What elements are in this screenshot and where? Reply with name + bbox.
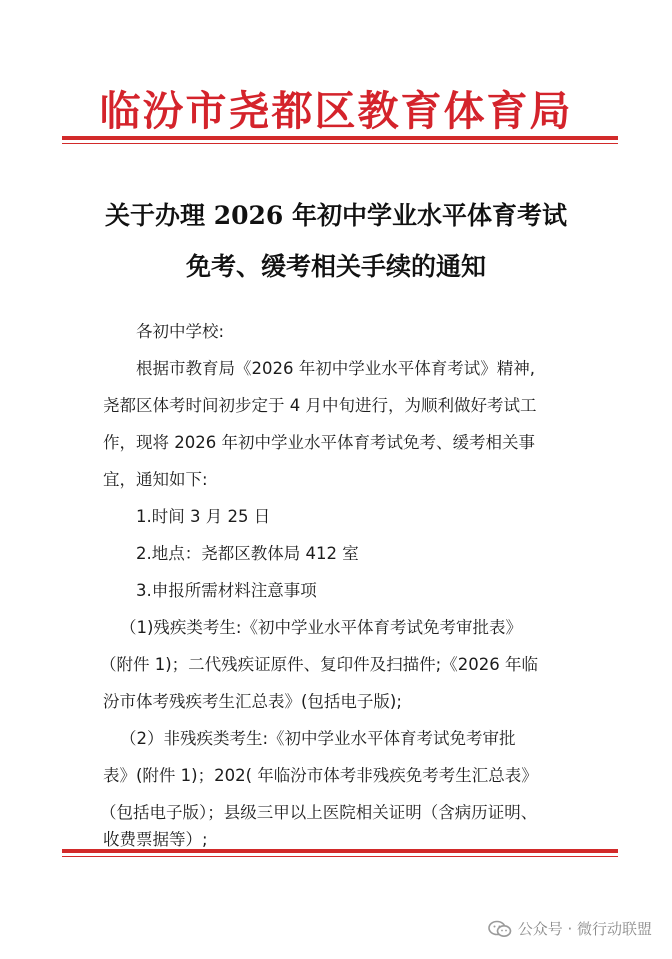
letterhead-red-rule-thick xyxy=(62,136,618,140)
list-item-materials: 3.申报所需材料注意事项 xyxy=(136,581,317,600)
document-title-line-2: 免考、缓考相关手续的通知 xyxy=(185,252,486,281)
wechat-icon xyxy=(488,920,512,938)
watermark xyxy=(488,918,652,939)
paragraph-line: 宜，通知如下: xyxy=(103,470,208,489)
sub-item-disabled-line: （附件 1)；二代残疾证原件、复印件及扫描件;《2026 年临 xyxy=(100,655,538,674)
sub-item-non-disabled-line: 收费票据等）; xyxy=(103,830,208,849)
salutation: 各初中学校: xyxy=(136,322,225,341)
list-item-time: 1.时间 3 月 25 日 xyxy=(136,507,271,526)
footer-red-rule-thin xyxy=(62,856,618,857)
paragraph-line: 根据市教育局《2026 年初中学业水平体育考试》精神, xyxy=(136,359,535,378)
sub-item-non-disabled-line: （包括电子版）；县级三甲以上医院相关证明（含病历证明、 xyxy=(100,803,538,822)
paragraph-line: 作，现将 2026 年初中学业水平体育考试免考、缓考相关事 xyxy=(103,433,535,452)
sub-item-non-disabled-line: 表》(附件 1)；202( 年临汾市体考非残疾免考考生汇总表》 xyxy=(103,766,538,785)
paragraph-line: 尧都区体考时间初步定于 4 月中旬进行，为顺利做好考试工 xyxy=(103,396,537,415)
list-item-location: 2.地点：尧都区教体局 412 室 xyxy=(136,544,359,563)
footer-red-rule-thick xyxy=(62,849,618,853)
letterhead-red-rule-thin xyxy=(62,143,618,144)
letterhead-org-name: 临汾市尧都区教育体育局 xyxy=(99,87,573,135)
document-title-line-1: 关于办理 2026 年初中学业水平体育考试 xyxy=(105,201,567,230)
sub-item-disabled-line: （1)残疾类考生:《初中学业水平体育考试免考审批表》 xyxy=(120,618,522,637)
watermark-text: 公众号 · 微行动联盟 xyxy=(517,920,652,938)
sub-item-disabled-line: 汾市体考残疾考生汇总表》(包括电子版); xyxy=(103,692,402,711)
sub-item-non-disabled-line: （2）非残疾类考生:《初中学业水平体育考试免考审批 xyxy=(120,729,516,748)
